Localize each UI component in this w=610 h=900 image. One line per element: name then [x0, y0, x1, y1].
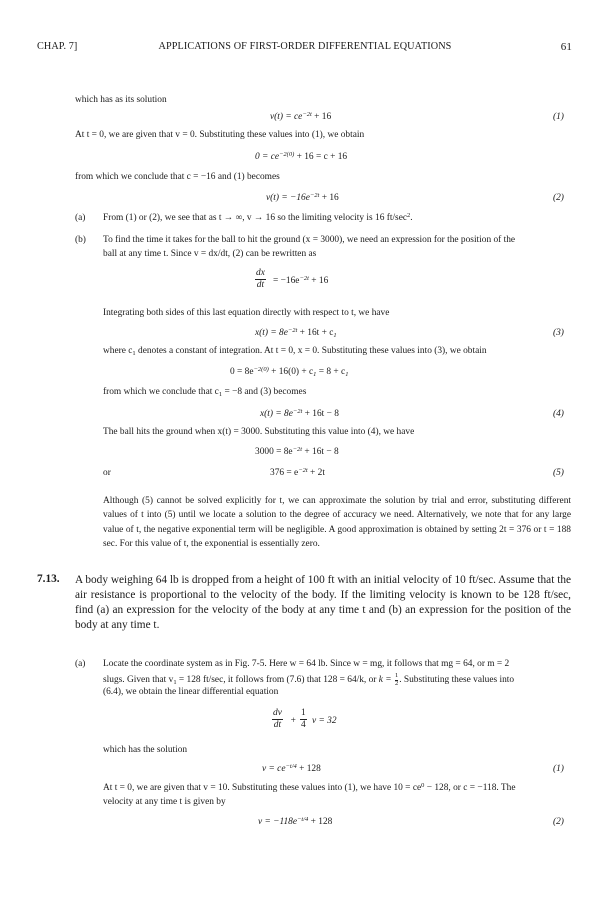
equation-1-sol: $v = ce^{-t/4} + 128$	[262, 763, 321, 774]
equation-number: (2)	[553, 817, 564, 827]
part-a-text: From (1) or (2), we see that as t → ∞, v → 16 so the limiting velocity is 16 $ft/\sec^2$.	[103, 212, 413, 223]
text-line: (6.4), we obtain the linear differential equation	[103, 687, 279, 697]
text-line: The ball hits the ground when x(t) = 3000. Substituting this value into (4), we have	[103, 427, 415, 437]
text-line: Integrating both sides of this last equation directly with respect to t, we have	[103, 308, 390, 318]
paragraph: Although (5) cannot be solved explicitly for t, we can approximate the solution by trial and error, substituting different values of t into (5) until we locate a solution to the degree of accuracy we need. Alternatively, we note that for any large value of t, the negative exponential term will be negligible. A good approximation is obtained by setting 2t = 376 or t = 188 sec. For this value of t, the exponential is essentially zero.	[103, 496, 571, 549]
equation-number: (5)	[553, 468, 564, 478]
part-label-a: (a)	[75, 213, 86, 223]
equation-2-sol: $v = -118e^{-t/4} + 128$	[258, 816, 333, 827]
fraction-quarter: $\frac{1}{4}$	[301, 708, 306, 731]
text-line: velocity at any time t is given by	[103, 797, 226, 807]
equation-2: $v(t) = -16e^{-2t} + 16$	[266, 192, 339, 203]
equation-number: (3)	[553, 328, 564, 338]
page-number: 61	[560, 41, 572, 53]
equation-1: $v(t) = ce^{-2t} + 16$	[270, 111, 332, 122]
text-line: from which we conclude that $c_1 = -8$ and (3) becomes	[103, 387, 307, 398]
plus-sign: +	[290, 716, 297, 726]
fraction-dx-dt: $\frac{dx}{dt}$	[256, 268, 265, 291]
equation-dxdt: = $-16e^{-2t} + 16$	[273, 275, 329, 286]
equation-number: (1)	[553, 112, 564, 122]
text-line: which has the solution	[103, 745, 188, 755]
running-header-chapter: CHAP. 7]	[37, 41, 78, 52]
equation-de: v = 32	[312, 716, 337, 726]
equation-ground: $3000 = 8e^{-2t} + 16t - 8$	[255, 446, 339, 457]
text-line: At t = 0, we are given that v = 0. Substituting these values into (1), we obtain	[75, 130, 365, 140]
text-line: which has as its solution	[75, 95, 167, 105]
text-line: At t = 0, we are given that v = 10. Substituting these values into (1), we have $10 = ce^0 - 128$, or c = −118. The	[103, 782, 516, 793]
text-line: To find the time it takes for the ball to hit the ground (x = 3000), we need an expression for the position of the	[103, 235, 516, 245]
equation-4: $x(t) = 8e^{-2t} + 16t - 8$	[260, 408, 339, 419]
equation-number: (4)	[553, 409, 564, 419]
equation-initial: $0 = ce^{-2(0)} + 16 = c + 16$	[255, 151, 348, 162]
equation-5: $376 = e^{-2t} + 2t$	[270, 467, 325, 478]
text-line: where $c_1$ denotes a constant of integration. At t = 0, x = 0. Substituting these values into (3), we obtain	[103, 346, 487, 357]
equation-number: (1)	[553, 764, 564, 774]
equation-3: $x(t) = 8e^{-2t} + 16t + c_1$	[255, 327, 337, 339]
text-line: or	[103, 468, 111, 478]
problem-statement: A body weighing 64 lb is dropped from a height of 100 ft with an initial velocity of 10 ft/sec. Assume that the air resistance is proportional to the velocity of the body. If the limiting velocity is known to be 128 ft/sec, find (a) an expression for the velocity of the body at any time t and (b) an expression for the position of the body at any time t.	[75, 574, 571, 631]
text-line: from which we conclude that c = −16 and (1) becomes	[75, 172, 280, 182]
text-line: Locate the coordinate system as in Fig. 7-5. Here w = 64 lb. Since w = mg, it follows that mg = 64, or m = 2	[103, 659, 510, 669]
solution-label-a: (a)	[75, 659, 86, 669]
text-line: ball at any time t. Since v = dx/dt, (2) can be rewritten as	[103, 249, 317, 259]
equation-initial-x: $0 = 8e^{-2(0)} + 16(0) + c_1 = 8 + c_1$	[230, 366, 349, 378]
problem-number: 7.13.	[37, 573, 60, 585]
part-label-b: (b)	[75, 235, 86, 245]
equation-number: (2)	[553, 193, 564, 203]
running-header-title: APPLICATIONS OF FIRST-ORDER DIFFERENTIAL EQUATIONS	[158, 41, 452, 52]
text-line: slugs. Given that $v_1 = 128$ ft/sec, it follows from (7.6) that 128 = 64/k, or k = $\frac{1}{2}$ . Substituting these values into	[103, 672, 515, 687]
fraction-dv-dt: $\frac{dv}{dt}$	[273, 708, 282, 731]
